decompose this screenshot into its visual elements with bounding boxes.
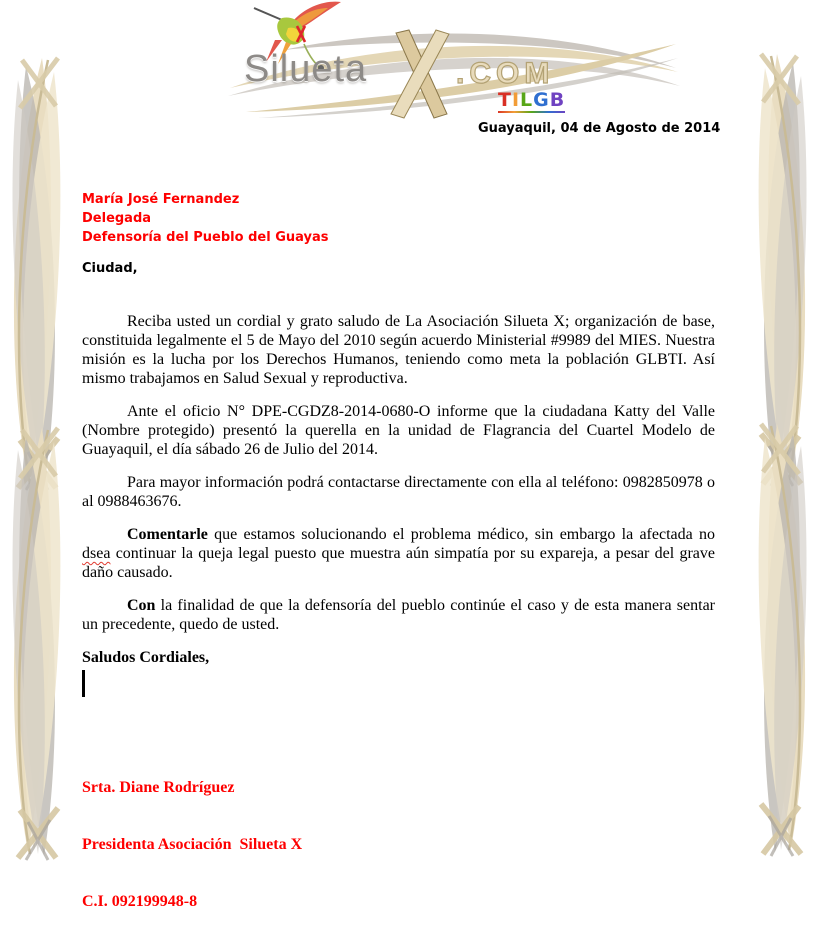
paragraph-5 <box>82 596 715 634</box>
recipient-title: Delegada <box>82 211 152 226</box>
paragraph-5-lead: Con <box>127 597 156 614</box>
siluetax-logo <box>228 0 680 122</box>
paragraph-4-text: que estamos solucionando el problema médico, sin embargo la afectada no <box>207 526 715 543</box>
paragraph-2: Ante el oficio N° DPE-CGDZ8-2014-0680-O informe que la ciudadana Katty del Valle (Nombre protegido) presentó la querella en la unidad de Flagrancia del Cuartel Modelo de Guayaquil, el día sábado 26 de Julio del 2014. <box>82 403 715 458</box>
signature-block <box>82 740 302 949</box>
recipient-name: María José Fernandez <box>82 192 240 207</box>
misspelled-word: dsea <box>82 545 111 562</box>
tilgb-wordmark <box>498 90 565 113</box>
tilgb-letter: B <box>549 89 566 111</box>
paragraph-4-lead: Comentarle <box>127 526 208 543</box>
text-caret[interactable] <box>82 670 85 697</box>
signature-id: C.I. 092199948-8 <box>82 893 198 910</box>
paragraph-1: Reciba usted un cordial y grato saludo de La Asociación Silueta X; organización de base, constituida legalmente el 5 de Mayo del 2010 según acuerdo Ministerial #9989 del MIES. Nuestra misión es la lucha por los Derechos Humanos, teniendo como meta la población GLBTI. Así mismo trabajamos en Salud Sexual y reproductiva. <box>82 313 715 387</box>
recipient-organization: Defensoría del Pueblo del Guayas <box>82 230 329 245</box>
brand-x-icon <box>386 30 452 118</box>
signature-name: Srta. Diane Rodríguez <box>82 779 235 796</box>
recipient-block <box>82 190 328 247</box>
paragraph-4-text-end: continuar la queja legal puesto que muestra aún simpatía por su expareja, a pesar del grave daño causado. <box>82 545 715 581</box>
tilgb-letter: L <box>520 89 534 111</box>
paragraph-5-text: la finalidad de que la defensoría del pueblo continúe el caso y de esta manera sentar un precedente, quedo de usted. <box>82 597 715 633</box>
paragraph-3: Para mayor información podrá contactarse directamente con ella al teléfono: 0982850978 o al 0988463676. <box>82 474 715 510</box>
brand-silueta-text: Silueta <box>244 48 368 90</box>
paragraph-4 <box>82 525 715 582</box>
date-line: Guayaquil, 04 de Agosto de 2014 <box>478 121 721 136</box>
closing-line: Saludos Cordiales, <box>82 649 210 666</box>
salutation: Ciudad, <box>82 261 138 276</box>
letter-body[interactable] <box>82 312 715 681</box>
right-ribbon-ornament-icon <box>739 0 821 867</box>
signature-role: Presidenta Asociación Silueta X <box>82 836 303 853</box>
brand-dotcom-text: .COM <box>456 57 555 90</box>
tilgb-letter: I <box>511 89 521 111</box>
tilgb-letter: T <box>498 89 512 111</box>
tilgb-letter: G <box>533 89 550 111</box>
left-ribbon-ornament-icon <box>0 0 80 867</box>
